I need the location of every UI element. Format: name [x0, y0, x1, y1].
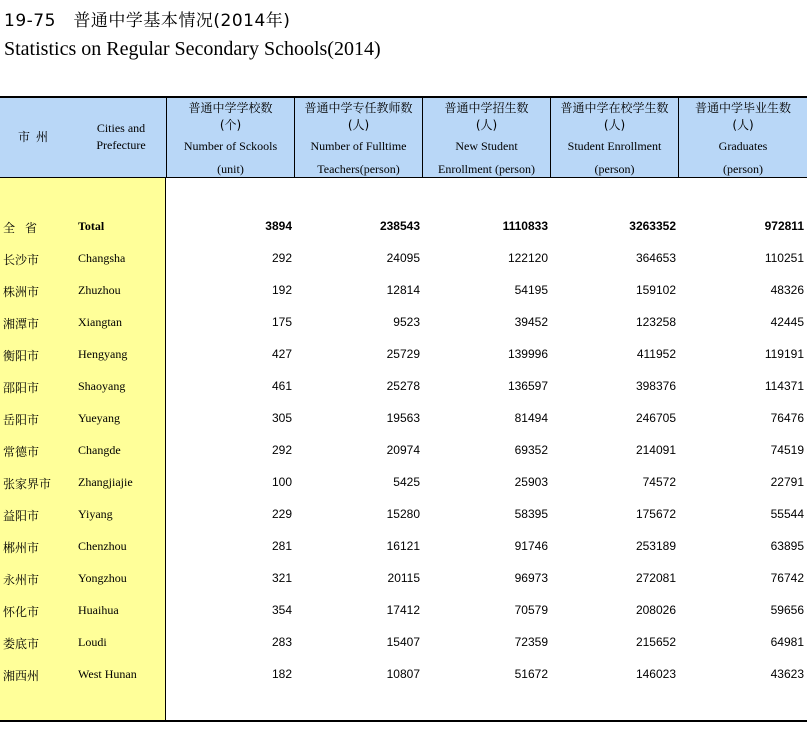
row-region-cn: 怀化市: [3, 605, 40, 619]
table-row: [0, 370, 807, 402]
row-region-cn: 株洲市: [3, 285, 40, 299]
cell-enrollment: 398376: [635, 379, 676, 393]
cell-new-students: 122120: [507, 251, 548, 265]
cell-schools: 192: [271, 283, 292, 297]
column-header-new-students: [422, 98, 550, 178]
cell-new-students: 136597: [507, 379, 548, 393]
column-header-graduates: [678, 98, 807, 178]
row-region-cn: 郴州市: [3, 541, 40, 555]
table-body: [0, 210, 807, 690]
column-header-en: Number of Fulltime: [310, 139, 407, 153]
table-row: [0, 338, 807, 370]
row-region-cn: 永州市: [3, 573, 40, 587]
column-header-en: New Student: [455, 139, 518, 153]
cell-graduates: 48326: [770, 283, 804, 297]
cell-new-students: 25903: [514, 475, 548, 489]
row-region-cn: 邵阳市: [3, 381, 40, 395]
cell-teachers: 15407: [386, 635, 420, 649]
cell-new-students: 1110833: [502, 219, 548, 233]
cell-new-students: 70579: [514, 603, 548, 617]
column-header-cn-unit: (人): [603, 118, 626, 132]
column-header-cn: 普通中学在校学生数: [560, 101, 669, 115]
cell-enrollment: 208026: [635, 603, 676, 617]
cell-schools: 427: [271, 347, 292, 361]
cell-enrollment: 214091: [635, 443, 676, 457]
row-region-cn: 岳阳市: [3, 413, 40, 427]
column-header-cn-unit: (人): [732, 118, 754, 132]
statistics-table: [0, 96, 807, 722]
row-region-en: Loudi: [78, 635, 107, 649]
row-region-cn: 湘西州: [3, 669, 40, 683]
cell-teachers: 16121: [386, 539, 420, 553]
cell-schools: 182: [271, 667, 292, 681]
cell-enrollment: 146023: [635, 667, 676, 681]
cell-graduates: 59656: [770, 603, 804, 617]
cell-schools: 175: [271, 315, 292, 329]
table-row: [0, 434, 807, 466]
column-header-cn: 普通中学专任教师数: [304, 101, 413, 115]
table-row: [0, 530, 807, 562]
cell-schools: 292: [271, 443, 292, 457]
row-region-en: Yueyang: [78, 411, 120, 425]
cell-graduates: 64981: [770, 635, 804, 649]
cell-teachers: 12814: [386, 283, 420, 297]
row-region-en: Zhangjiajie: [78, 475, 133, 489]
table-row: [0, 626, 807, 658]
cell-graduates: 972811: [764, 219, 804, 233]
column-header-en: Number of Sckools: [183, 139, 278, 153]
row-region-en: Xiangtan: [78, 315, 122, 329]
cell-enrollment: 159102: [635, 283, 676, 297]
column-header-schools: [166, 98, 294, 178]
column-header-unit: (person): [594, 162, 635, 176]
table-row: [0, 306, 807, 338]
cell-teachers: 25278: [386, 379, 420, 393]
row-region-cn: 常德市: [3, 445, 40, 459]
row-region-en: Yiyang: [78, 507, 113, 521]
cell-new-students: 58395: [514, 507, 548, 521]
cell-new-students: 54195: [514, 283, 548, 297]
cell-graduates: 43623: [770, 667, 804, 681]
cell-schools: 354: [271, 603, 292, 617]
table-row: [0, 402, 807, 434]
cell-graduates: 55544: [770, 507, 804, 521]
column-header-cn: 普通中学招生数: [444, 101, 529, 115]
table-row: [0, 658, 807, 690]
column-header-cn: 普通中学毕业生数: [694, 101, 791, 115]
column-header-unit: (unit): [217, 162, 244, 176]
cell-new-students: 139996: [507, 347, 548, 361]
table-bottom-rule: [0, 720, 807, 722]
cell-enrollment: 253189: [635, 539, 676, 553]
cell-new-students: 81494: [514, 411, 548, 425]
cell-schools: 283: [271, 635, 292, 649]
cell-enrollment: 74572: [642, 475, 676, 489]
cell-graduates: 74519: [770, 443, 804, 457]
cell-graduates: 110251: [764, 251, 804, 265]
row-region-en: Changsha: [78, 251, 126, 265]
cell-enrollment: 246705: [635, 411, 676, 425]
cell-schools: 321: [271, 571, 292, 585]
cell-graduates: 42445: [770, 315, 804, 329]
row-region-cn: 衡阳市: [3, 349, 40, 363]
column-header-en: Graduates: [718, 139, 768, 153]
table-title-chinese: 19-75 普通中学基本情况(2014年): [4, 11, 291, 31]
cell-enrollment: 175672: [635, 507, 676, 521]
table-header: [0, 96, 807, 178]
cell-graduates: 119191: [764, 347, 804, 361]
cell-new-students: 39452: [514, 315, 548, 329]
cell-graduates: 63895: [770, 539, 804, 553]
cell-enrollment: 123258: [635, 315, 676, 329]
cell-new-students: 51672: [514, 667, 548, 681]
column-header-unit: Teachers(person): [317, 162, 400, 176]
cell-graduates: 114371: [764, 379, 804, 393]
cell-teachers: 9523: [393, 315, 420, 329]
row-region-en: Huaihua: [78, 603, 119, 617]
cell-teachers: 20974: [386, 443, 420, 457]
column-header-cn: 普通中学学校数: [188, 101, 273, 115]
cell-schools: 305: [271, 411, 292, 425]
region-header-chinese: 市州: [18, 130, 55, 144]
cell-enrollment: 272081: [635, 571, 676, 585]
cell-schools: 100: [271, 475, 292, 489]
row-region-en: Hengyang: [78, 347, 128, 361]
cell-teachers: 25729: [386, 347, 420, 361]
row-region-cn: 长沙市: [3, 253, 40, 267]
cell-schools: 281: [271, 539, 292, 553]
row-region-en: Zhuzhou: [78, 283, 121, 297]
cell-enrollment: 364653: [635, 251, 676, 265]
table-row: [0, 242, 807, 274]
cell-schools: 461: [271, 379, 292, 393]
row-region-cn: 益阳市: [3, 509, 40, 523]
cell-teachers: 238543: [379, 219, 420, 233]
cell-teachers: 17412: [386, 603, 420, 617]
table-row: [0, 562, 807, 594]
table-row: [0, 274, 807, 306]
column-header-teachers: [294, 98, 422, 178]
cell-teachers: 5425: [393, 475, 420, 489]
column-header-enrollment: [550, 98, 678, 178]
cell-enrollment: 215652: [635, 635, 676, 649]
region-header-english: [76, 120, 166, 154]
cell-graduates: 22791: [770, 475, 804, 489]
cell-teachers: 24095: [386, 251, 420, 265]
row-region-en: Yongzhou: [78, 571, 127, 585]
cell-enrollment: 411952: [636, 347, 676, 361]
cell-graduates: 76742: [770, 571, 804, 585]
cell-enrollment: 3263352: [629, 219, 676, 233]
row-region-cn: 湘潭市: [3, 317, 40, 331]
cell-teachers: 19563: [386, 411, 420, 425]
cell-new-students: 69352: [514, 443, 548, 457]
cell-schools: 292: [271, 251, 292, 265]
cell-teachers: 20115: [387, 571, 420, 585]
row-region-cn: 全省: [3, 221, 48, 235]
cell-new-students: 72359: [514, 635, 548, 649]
column-header-cn-unit: (人): [475, 118, 498, 132]
cell-new-students: 96973: [514, 571, 548, 585]
cell-schools: 229: [271, 507, 292, 521]
column-header-cn-unit: (人): [347, 118, 370, 132]
row-region-en: Changde: [78, 443, 121, 457]
table-row-total: [0, 210, 807, 242]
row-region-en: Total: [78, 219, 105, 233]
row-region-en: Chenzhou: [78, 539, 127, 553]
row-region-en: Shaoyang: [78, 379, 126, 393]
table-row: [0, 498, 807, 530]
row-region-en: West Hunan: [78, 667, 137, 681]
cell-new-students: 91746: [514, 539, 548, 553]
row-region-cn: 张家界市: [3, 477, 52, 491]
column-header-en: Student Enrollment: [567, 139, 662, 153]
cell-teachers: 10807: [386, 667, 420, 681]
table-title-english: Statistics on Regular Secondary Schools(2014): [4, 38, 381, 60]
column-header-cn-unit: (个): [219, 118, 242, 132]
region-header-english-line1: Cities and: [96, 121, 146, 135]
column-header-unit: (person): [723, 162, 763, 176]
cell-schools: 3894: [265, 219, 292, 233]
table-row: [0, 466, 807, 498]
table-row: [0, 594, 807, 626]
region-header-english-line2: Prefecture: [96, 138, 146, 152]
row-region-cn: 娄底市: [3, 637, 40, 651]
cell-teachers: 15280: [386, 507, 420, 521]
cell-graduates: 76476: [770, 411, 804, 425]
column-header-unit: Enrollment (person): [438, 162, 535, 176]
